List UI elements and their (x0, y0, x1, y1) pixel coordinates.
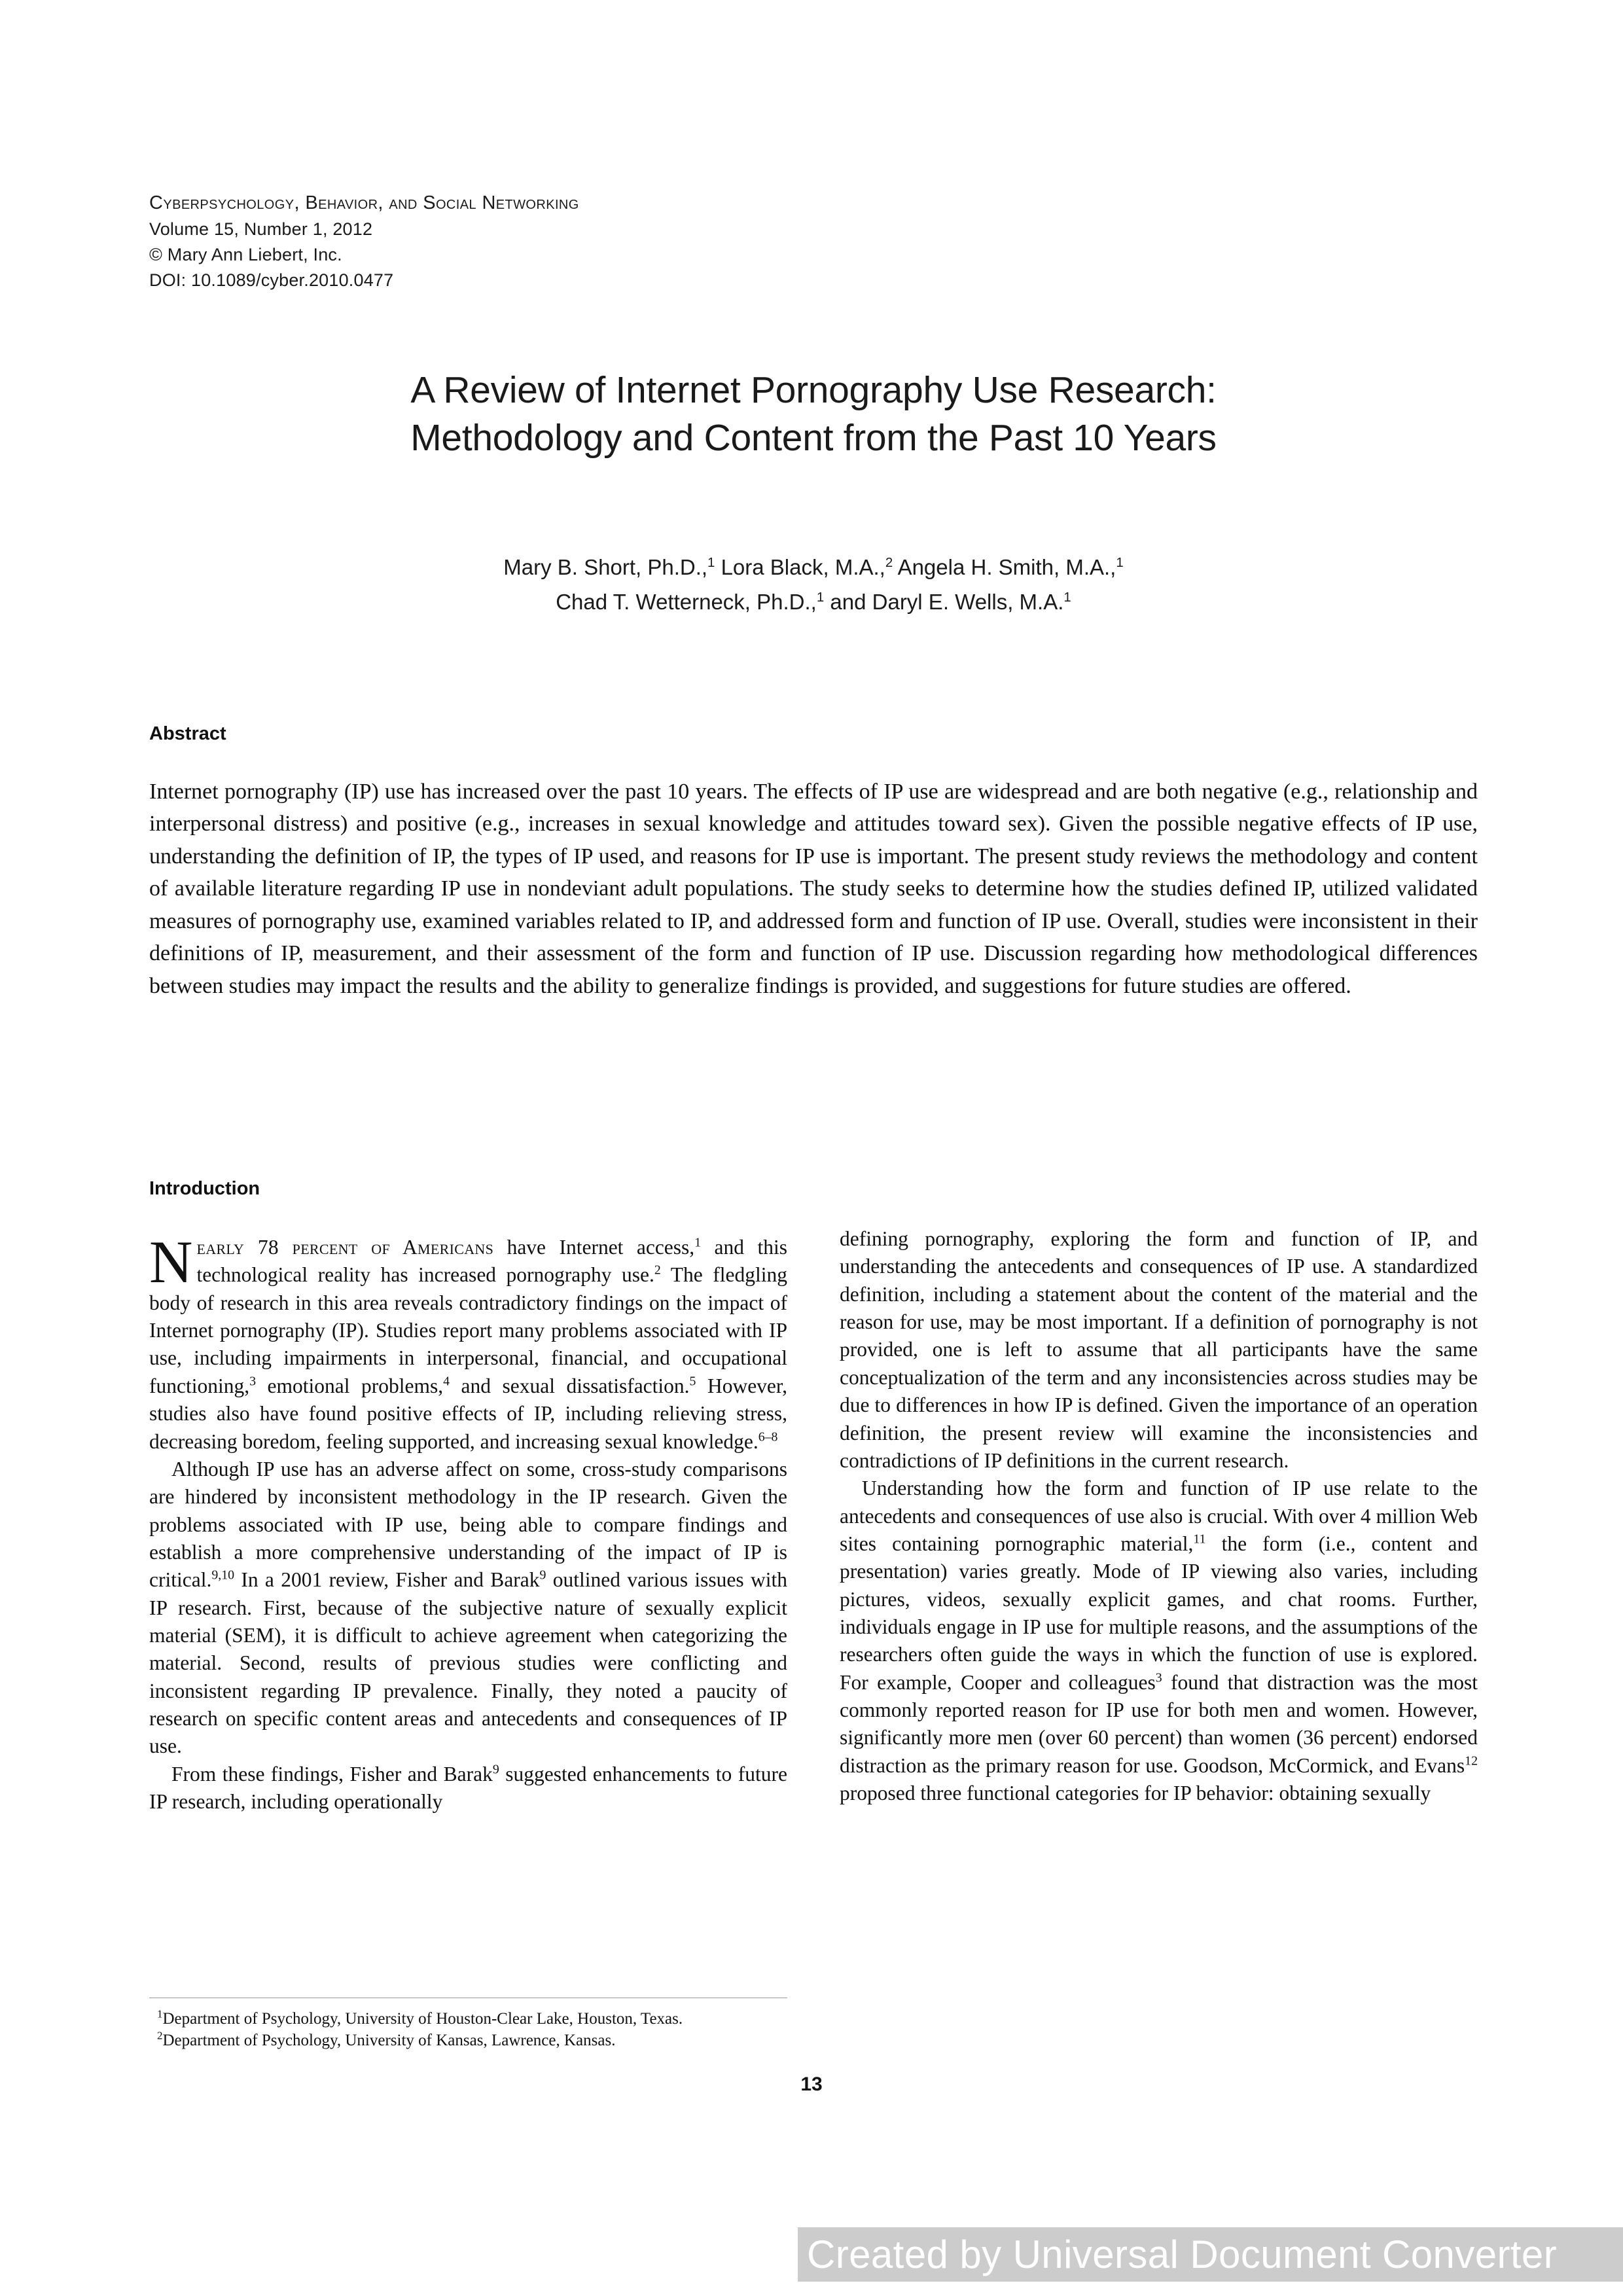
paragraph-intro-2 (149, 1456, 787, 1761)
right1-text-a: defining pornography, exploring the form and function of IP, and understanding the antecedents and consequences of IP use. A standardized definition, including a statement about the content of the material and the reason for use, may be most important. If a definition of pornography is not provided, one is left to assume that all participants have the same conceptualization of the term and any inconsistencies across studies may be due to differences in how IP is defined. Given the importance of an operation definition, the present review will examine the inconsistencies and contradictions of IP definitions in the current research. (840, 1227, 1478, 1472)
opening-small-caps: early 78 percent of Americans (196, 1236, 494, 1259)
paragraph-intro-3 (149, 1761, 787, 1816)
author-line-1 (149, 550, 1478, 584)
watermark-banner (798, 2227, 1623, 2282)
page-number: 13 (800, 2073, 823, 2095)
right2-text-c: found that distraction was the most commonly reported reason for IP use for both men and women. However, significantly more men (over 60 percent) than women (36 percent) endorsed distraction as the primary reason for use. Goodson, McCormick, and Evans (840, 1670, 1478, 1777)
watermark-text: Created by Universal Document Converter (807, 2233, 1558, 2276)
author-wells: and Daryl E. Wells, M.A. (824, 590, 1064, 615)
intro-text-d: emotional problems, (256, 1374, 444, 1397)
paragraph-intro-1 (149, 1229, 788, 1456)
citation-ref-12: 12 (1465, 1753, 1478, 1768)
paragraph-intro-5 (840, 1475, 1478, 1807)
intro-text-f: However, studies also have found positive effects of IP, including relieving stress, decreasing boredom, feeling supported, and increasing sexual knowledge. (149, 1374, 788, 1453)
article-title-line-2: Methodology and Content from the Past 10 Years (410, 416, 1217, 459)
author-wetterneck-affiliation: 1 (816, 590, 825, 605)
author-smith-affiliation: 1 (1116, 555, 1124, 570)
footnote-1-marker: 1 (157, 2007, 163, 2020)
citation-ref-11: 11 (1193, 1532, 1206, 1547)
citation-ref-3b: 3 (1155, 1670, 1162, 1685)
journal-doi: DOI: 10.1089/cyber.2010.0477 (149, 270, 394, 290)
author-wells-affiliation: 1 (1063, 590, 1071, 605)
citation-ref-2: 2 (654, 1263, 661, 1278)
journal-masthead (149, 190, 579, 293)
article-title-line-1: A Review of Internet Pornography Use Research: (410, 369, 1217, 411)
drop-cap-letter: N (149, 1229, 193, 1295)
footnote-2 (157, 2030, 812, 2051)
right2-text-d: proposed three functional categories for IP behavior: obtaining sexually (840, 1782, 1431, 1805)
title-block (149, 367, 1478, 462)
intro-text-b: and this technological reality has increased pornography use. (196, 1236, 787, 1287)
intro2-text-b: In a 2001 review, Fisher and Barak (234, 1568, 540, 1592)
citation-ref-3: 3 (249, 1374, 257, 1389)
author-list (149, 550, 1478, 620)
journal-copyright: © Mary Ann Liebert, Inc. (149, 245, 342, 265)
citation-ref-9b: 9 (492, 1762, 499, 1777)
intro-text-e: and sexual dissatisfaction. (450, 1374, 690, 1397)
author-short-affiliation: 1 (707, 555, 715, 570)
body-column-right (840, 1225, 1478, 1808)
intro2-text-a: Although IP use has an adverse affect on some, cross-study comparisons are hindered by inconsistent methodology in the IP research. Given the problems associated with IP use, being able to compare findings and establish a more comprehensive understanding of the impact of IP is critical. (149, 1457, 787, 1592)
intro2-text-c: outlined various issues with IP research. First, because of the subjective nature of sexually explicit material (SEM), it is difficult to achieve agreement when categorizing the material. Second, results of previous studies were conflicting and inconsistent regarding IP prevalence. Finally, they noted a paucity of research on specific content areas and antecedents and consequences of IP use. (149, 1568, 787, 1758)
citation-ref-1: 1 (694, 1235, 702, 1250)
author-black-affiliation: 2 (885, 555, 893, 570)
intro-text-c: The fledgling body of research in this area reveals contradictory findings on the impact of Internet pornography (IP). Studies report many problems associated with IP use, including impairments in interpersonal, financial, and occupational functioning, (149, 1263, 787, 1397)
right2-text-a: Understanding how the form and function of IP use relate to the antecedents and consequences of use also is crucial. With over 4 million Web sites containing pornographic material, (840, 1477, 1478, 1555)
author-black: Lora Black, M.A., (715, 555, 885, 579)
intro3-text-b: suggested enhancements to future IP research, including operationally (149, 1762, 787, 1814)
citation-ref-4: 4 (443, 1374, 450, 1389)
footnote-1 (157, 2008, 812, 2030)
author-short: Mary B. Short, Ph.D., (503, 555, 708, 579)
journal-name: Cyberpsychology, Behavior, and Social Networking (149, 192, 579, 213)
right2-text-b: the form (i.e., content and presentation) varies greatly. Mode of IP viewing also varies, including pictures, videos, sexually explicit games, and chat rooms. Further, individuals engage in IP use for multiple reasons, and the assumptions of the researchers often guide the ways in which the function of use is explored. For example, Cooper and colleagues (840, 1532, 1478, 1694)
page-title (149, 367, 1478, 462)
citation-ref-9-10: 9,10 (211, 1568, 235, 1583)
footnote-2-text: Department of Psychology, University of Kansas, Lawrence, Kansas. (162, 2032, 616, 2049)
abstract-heading: Abstract (149, 723, 226, 744)
journal-volume-line: Volume 15, Number 1, 2012 (149, 219, 373, 240)
intro3-text-a: From these findings, Fisher and Barak (171, 1762, 493, 1785)
footnote-1-text: Department of Psychology, University of Houston-Clear Lake, Houston, Texas. (162, 2010, 683, 2028)
paragraph-intro-4 (840, 1225, 1478, 1475)
affiliation-footnotes (157, 2008, 812, 2051)
author-line-2 (149, 584, 1478, 619)
abstract-body: Internet pornography (IP) use has increased over the past 10 years. The effects of IP use are widespread and are both negative (e.g., relationship and interpersonal distress) and positive (e.g., increases in sexual knowledge and attitudes toward sex). Given the possible negative effects of IP use, understanding the definition of IP, the types of IP used, and reasons for IP use is important. The present study reviews the methodology and content of available literature regarding IP use in nondeviant adult populations. The study seeks to determine how the studies defined IP, utilized validated measures of pornography use, examined variables related to IP, and addressed form and function of IP use. Overall, studies were inconsistent in their definitions of IP, measurement, and their assessment of the form and function of IP use. Discussion regarding how methodological differences between studies may impact the results and the ability to generalize findings is provided, and suggestions for future studies are offered. (149, 780, 1478, 998)
citation-ref-9: 9 (539, 1568, 546, 1583)
introduction-heading: Introduction (149, 1178, 260, 1199)
author-smith: Angela H. Smith, M.A., (893, 555, 1116, 579)
footnote-2-marker: 2 (157, 2029, 163, 2042)
citation-ref-5: 5 (689, 1374, 696, 1389)
body-column-left (149, 1229, 788, 1816)
intro-text-a: have Internet access, (493, 1236, 695, 1259)
author-wetterneck: Chad T. Wetterneck, Ph.D., (556, 590, 817, 615)
citation-ref-6-8: 6–8 (758, 1429, 778, 1444)
